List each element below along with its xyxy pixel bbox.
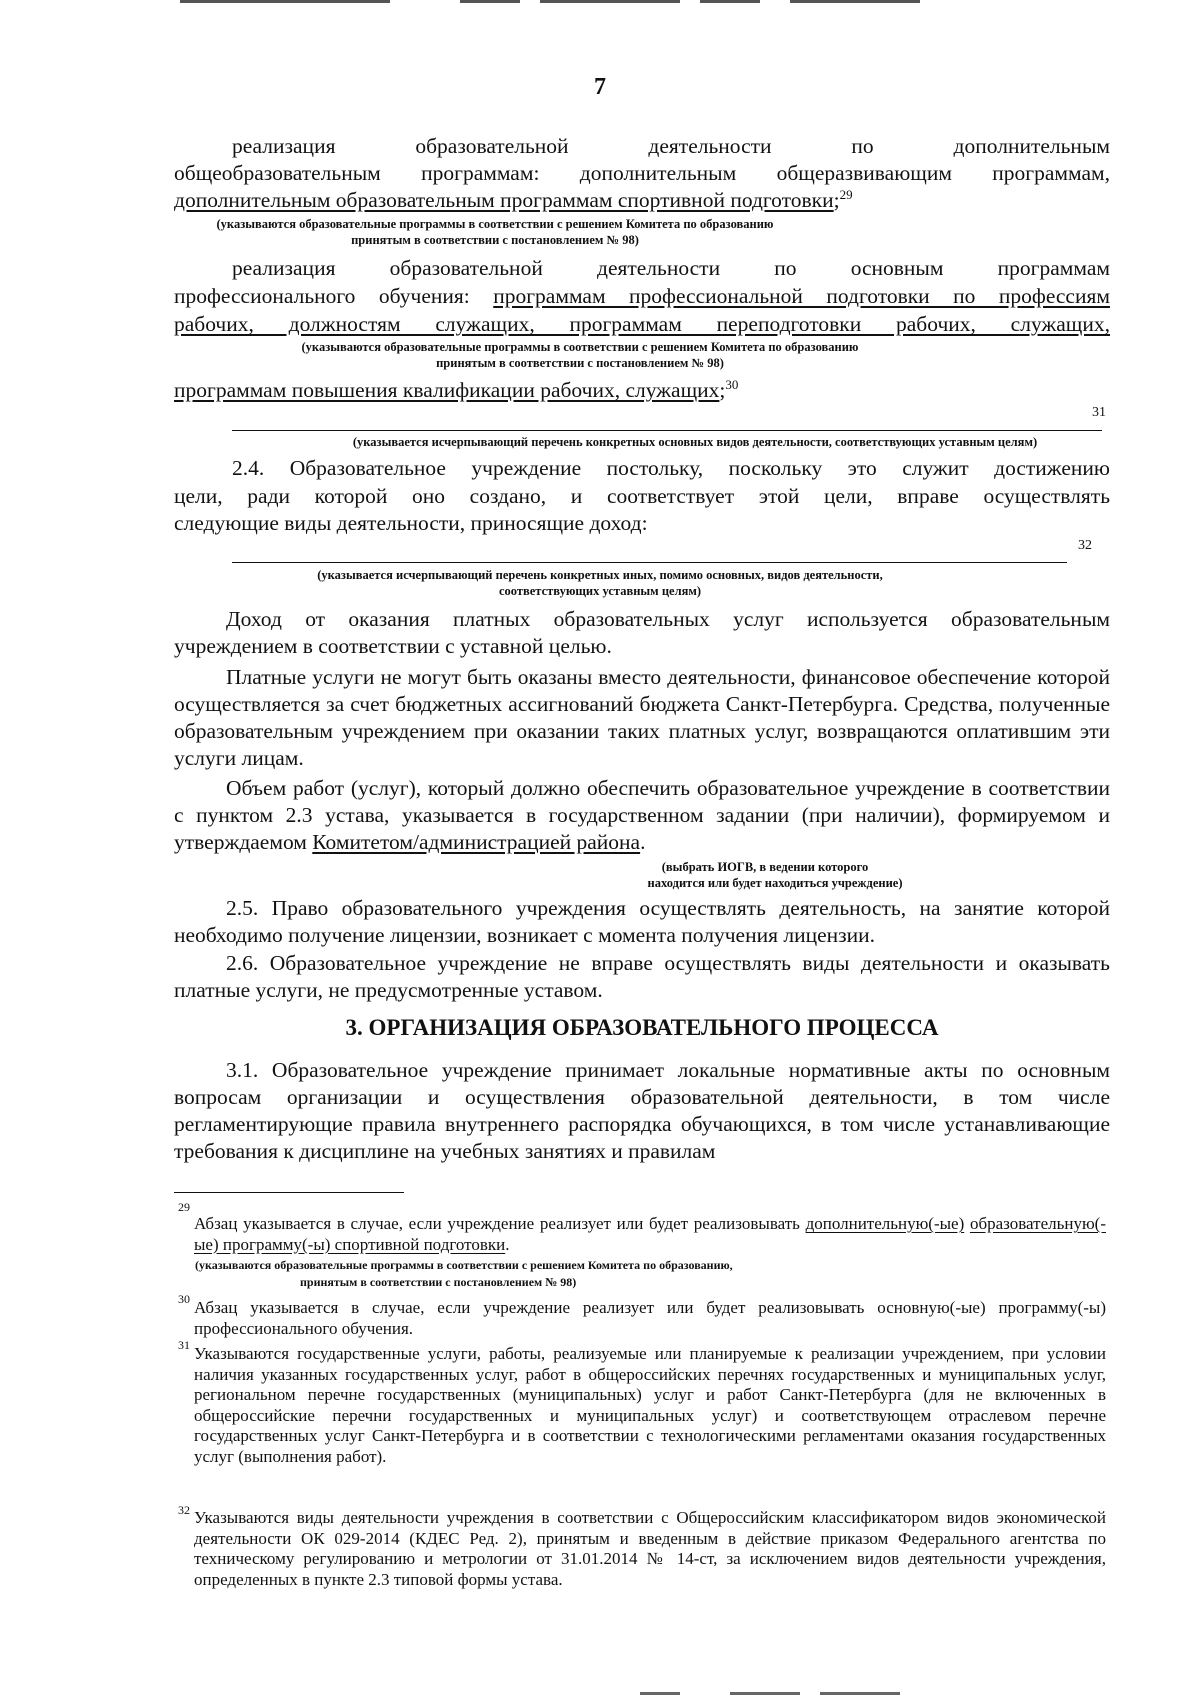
paragraph: 3.1. Образовательное учреждение принимает локальные нормативные акты по основным вопросам организации и осуществления образовательной деятельности, в том числе регламентирующие правила внутреннего распорядка обучающихся, в том числе устанавливающие требования к дисциплине на учебных занятиях и правилам <box>174 1058 1110 1163</box>
paragraph-line: программам повышения квалификации рабочих, служащих;$^{30}$ <box>174 376 739 402</box>
scan-artifact-bottom <box>640 1692 680 1695</box>
paragraph-line: следующие виды деятельности, приносящие доход: <box>174 511 648 535</box>
field-hint: (указываются образовательные программы в соответствии с решением Комитета по образованию <box>216 217 774 231</box>
footnote-number: 31 <box>178 1338 190 1352</box>
fillable-value: дополнительную(-ые) <box>805 1214 965 1233</box>
paragraph: 2.5. Право образовательного учреждения осуществлять деятельность, на занятие которой необходимо получение лицензии, возникает с момента получения лицензии. <box>174 896 1110 947</box>
footnote-number: 32 <box>178 1503 190 1517</box>
footnote: Абзац указывается в случае, если учреждение реализует или будет реализовывать дополнительную(-ые) образовательную(-ые) программу(-ы) спортивной подготовки. <box>194 1214 1106 1254</box>
paragraph-line: общеобразовательным программам: дополнительным общеразвивающим программам, <box>174 161 1110 185</box>
paragraph-line: 2.4. Образовательное учреждение постольку, поскольку это служит достижению <box>232 456 1110 480</box>
scan-artifact-top <box>180 0 390 3</box>
blank-fill-line <box>232 430 1102 431</box>
scan-artifact-top <box>540 0 680 3</box>
footnote: Указываются виды деятельности учреждения в соответствии с Общероссийским классификатором видов экономической деятельности ОК 029-2014 (КДЕС Ред. 2), принятым и введенным в действие приказом Федерального агентства по техническому регулированию и метрологии от 31.01.2014 № 14-ст, за исключением видов деятельности учреждения, определенных в пункте 2.3 типовой формы устава. <box>194 1508 1106 1589</box>
field-hint: находится или будет находиться учреждение) <box>647 876 903 890</box>
paragraph-line: дополнительным образовательным программам спортивной подготовки;$^{29}$ <box>174 186 853 212</box>
fillable-value: Комитетом/администрацией района <box>312 830 641 854</box>
field-hint: (указывается исчерпывающий перечень конкретных иных, помимо основных, видов деятельности, <box>317 568 883 582</box>
fillable-value: программам повышения квалификации рабочих, служащих <box>174 378 720 402</box>
scan-artifact-bottom <box>730 1692 800 1695</box>
fillable-value: дополнительным образовательным программам спортивной подготовки <box>174 188 834 212</box>
paragraph-line: реализация образовательной деятельности по дополнительным <box>232 134 1110 158</box>
footnote-number: 29 <box>178 1200 190 1214</box>
footnote: Указываются государственные услуги, работы, реализуемые или планируемые к реализации учреждением, при условии наличия указанных государственных услуг, работ в общероссийских перечнях государственных и муниципальных услуг, региональном перечне государственных (муниципальных) услуг и работ Санкт-Петербурга (для не включенных в общероссийские перечни государственных и муниципальных услуг) и соответствующем отраслевом перечне государственных услуг Санкт-Петербурга и в соответствии с технологическими регламентами оказания государственных услуг (выполнения работ). <box>194 1344 1106 1466</box>
fillable-value: рабочих, должностям служащих, программам переподготовки рабочих, служащих, <box>174 312 1110 336</box>
paragraph: Платные услуги не могут быть оказаны вместо деятельности, финансовое обеспечение которой осуществляется за счет бюджетных ассигнований бюджета Санкт-Петербурга. Средства, полученные образовательным учреждением при оказании таких платных услуг, возвращаются оплатившим эти услуги лицам. <box>174 665 1110 770</box>
blank-fill-line <box>232 562 1067 563</box>
scan-artifact-bottom <box>820 1692 900 1695</box>
field-hint: (выбрать ИОГВ, в ведении которого <box>661 860 869 874</box>
footnote-ref: 32 <box>1078 538 1092 553</box>
paragraph-line: цели, ради которой оно создано, и соответствует этой цели, вправе осуществлять <box>174 484 1110 508</box>
footnote: Абзац указывается в случае, если учреждение реализует или будет реализовывать основную(-ые) программу(-ы) профессионального обучения. <box>194 1298 1106 1338</box>
field-hint: принятым в соответствии с постановлением № 98) <box>436 356 724 370</box>
footnote-separator <box>174 1192 404 1193</box>
field-hint: соответствующих уставным целям) <box>498 584 702 598</box>
scan-artifact-top <box>790 0 920 3</box>
scan-artifact-top <box>700 0 760 3</box>
field-hint: принятым в соответствии с постановлением № 98) <box>351 233 639 247</box>
footnote-ref: 29 <box>839 186 853 202</box>
paragraph: Объем работ (услуг), который должно обеспечить образовательное учреждение в соответствии с пунктом 2.3 устава, указывается в государственном задании (при наличии), формируемом и утверждаемом Комитетом/администрацией района. <box>174 776 1110 854</box>
scan-artifact-top <box>460 0 520 3</box>
section-heading: 3. ОРГАНИЗАЦИЯ ОБРАЗОВАТЕЛЬНОГО ПРОЦЕССА <box>345 1015 939 1040</box>
fillable-value: образовательную(-ые) программу(-ы) спортивной подготовки <box>194 1214 1106 1254</box>
footnote-number: 30 <box>178 1292 190 1306</box>
field-hint: (указывается исчерпывающий перечень конкретных основных видов деятельности, соответствующих уставным целям) <box>352 435 1038 449</box>
field-hint: (указываются образовательные программы в соответствии с решением Комитета по образованию, <box>195 1258 733 1272</box>
paragraph-line: реализация образовательной деятельности по основным программам <box>232 256 1110 280</box>
footnote-ref: 30 <box>725 376 739 392</box>
paragraph-line: профессионального обучения: программам профессиональной подготовки по профессиям <box>174 284 1110 308</box>
paragraph: Доход от оказания платных образовательных услуг используется образовательным учреждением в соответствии с уставной целью. <box>174 607 1110 658</box>
field-hint: принятым в соответствии с постановлением № 98) <box>300 1275 577 1289</box>
fillable-value: программам профессиональной подготовки по профессиям <box>493 284 1110 308</box>
footnote-ref: 31 <box>1092 405 1106 420</box>
page-number: 7 <box>594 74 606 100</box>
paragraph: 2.6. Образовательное учреждение не вправе осуществлять виды деятельности и оказывать платные услуги, не предусмотренные уставом. <box>174 951 1110 1002</box>
field-hint: (указываются образовательные программы в соответствии с решением Комитета по образованию <box>301 340 859 354</box>
